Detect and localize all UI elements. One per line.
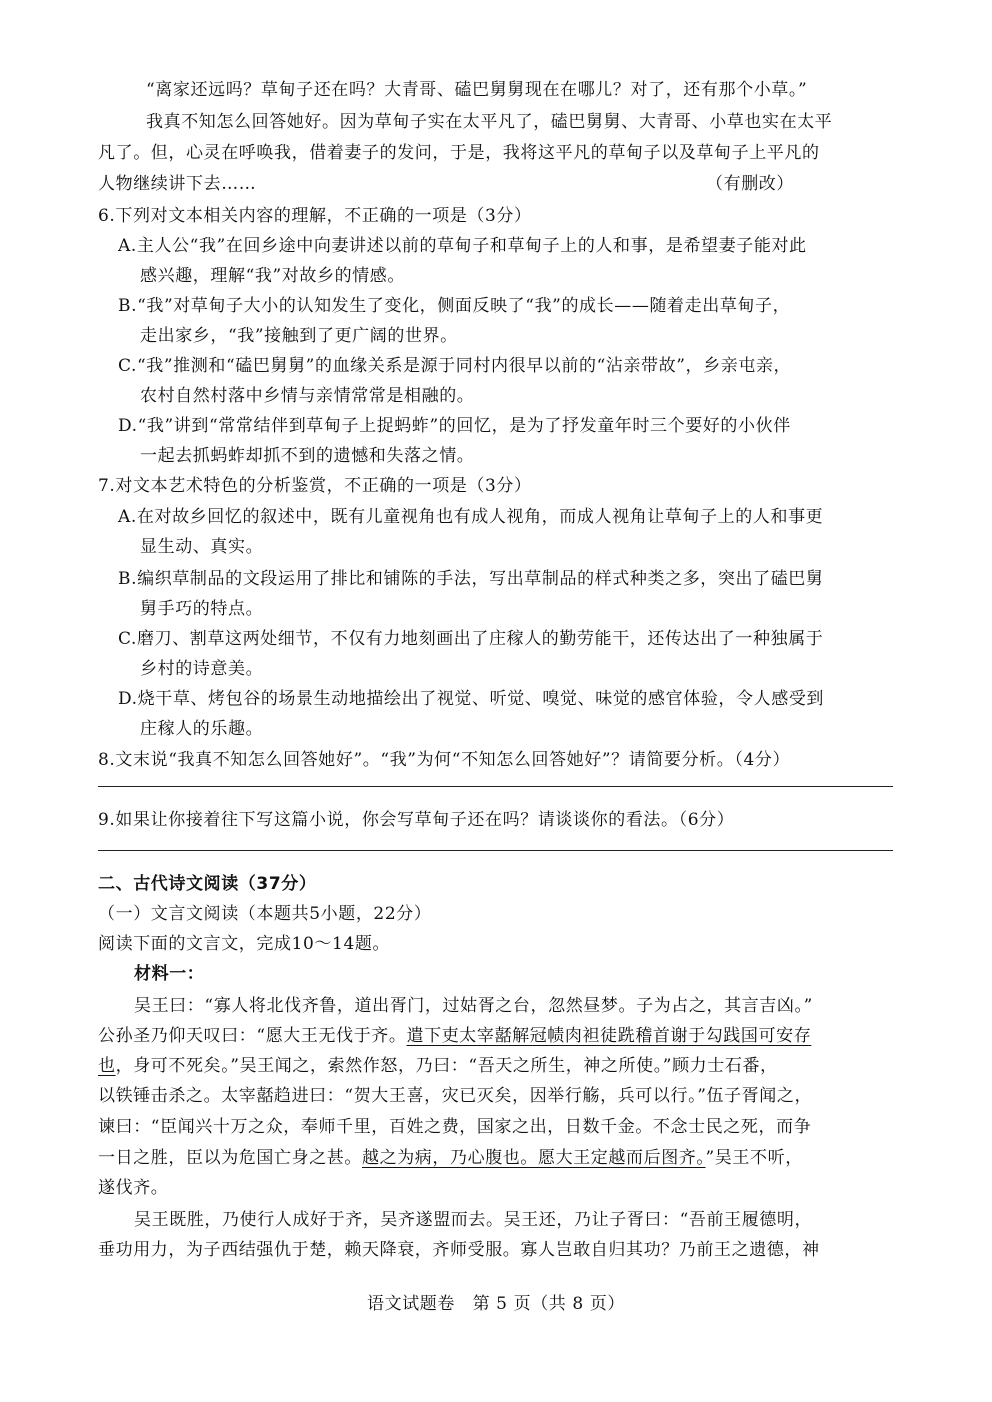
q6-option-b: B.“我”对草甸子大小的认知发生了变化，侧面反映了“我”的成长——随着走出草甸子，: [118, 296, 791, 316]
question-9: 9.如果让你接着往下写这篇小说，你会写草甸子还在吗？请谈谈你的看法。（6分）: [98, 810, 735, 830]
subsection-title: （一）文言文阅读（本题共5小题，22分）: [98, 904, 432, 924]
passage-line: 凡了。但，心灵在呼唤我，借着妻子的发问，于是，我将这平凡的草甸子以及草甸子上平凡的: [98, 143, 820, 163]
q7-option-a: A.在对故乡回忆的叙述中，既有儿童视角也有成人视角，而成人视角让草甸子上的人和事更: [118, 507, 824, 527]
passage-line: 人物继续讲下去……: [98, 174, 257, 194]
q7-option-b: B.编织草制品的文段运用了排比和铺陈的手法，写出草制品的样式种类之多，突出了磕巴舅: [118, 569, 824, 589]
classical-text: ，身可不死矣。”吴王闻之，索然作怒，乃曰：“吾天之所生，神之所使。”顾力士石番，: [115, 1056, 778, 1076]
underlined-sentence-end: 也: [98, 1056, 116, 1076]
q6-option-a-cont: 感兴趣，理解“我”对故乡的情感。: [140, 266, 405, 286]
underlined-sentence-2: 越之为病，乃心腹也。愿大王定越而后图齐。: [362, 1148, 706, 1168]
q7-option-d-cont: 庄稼人的乐趣。: [140, 719, 264, 739]
question-7-stem: 7.对文本艺术特色的分析鉴赏，不正确的一项是（3分）: [98, 476, 532, 496]
question-6-stem: 6.下列对文本相关内容的理解，不正确的一项是（3分）: [98, 206, 532, 226]
underlined-sentence: 遣下吏太宰嚭解冠帻肉袒徒跣稽首谢于勾践国可安存: [406, 1026, 812, 1046]
classical-line: 遂伐齐。: [98, 1178, 169, 1198]
edit-note: （有删改）: [706, 174, 794, 194]
q7-option-c-cont: 乡村的诗意美。: [140, 659, 264, 679]
classical-text: 公孙圣乃仰天叹曰：“愿大王无伐于齐。: [98, 1026, 407, 1046]
section-2-title: 二、古代诗文阅读（37分）: [98, 874, 317, 894]
classical-line: [98, 1146, 803, 1170]
answer-line-q8: [98, 786, 893, 787]
q6-option-c-cont: 农村自然村落中乡情与亲情常常是相融的。: [140, 386, 475, 406]
material-one-label: 材料一：: [134, 964, 205, 984]
q7-option-d: D.烧干草、烤包谷的场景生动地描绘出了视觉、听觉、嗅觉、味觉的感官体验，令人感受到: [118, 689, 825, 709]
classical-line: 以铁锤击杀之。太宰嚭趋进曰：“贺大王喜，灾已灭矣，因举行觞，兵可以行。”伍子胥闻之，: [98, 1086, 813, 1106]
classical-line: [98, 1024, 811, 1048]
classical-text: 一日之胜，臣以为危国亡身之甚。: [98, 1148, 362, 1168]
classical-line: 吴王曰：“寡人将北伐齐鲁，道出胥门，过姑胥之台，忽然昼梦。子为占之，其言吉凶。”: [134, 996, 813, 1016]
passage-line: 我真不知怎么回答她好。因为草甸子实在太平凡了，磕巴舅舅、大青哥、小草也实在太平: [146, 112, 833, 132]
passage-dialogue: “离家还远吗？草甸子还在吗？大青哥、磕巴舅舅现在在哪儿？对了，还有那个小草。”: [146, 80, 808, 100]
q7-option-c: C.磨刀、割草这两处细节，不仅有力地刻画出了庄稼人的勤劳能干，还传达出了一种独属于: [118, 629, 824, 649]
classical-line: [98, 1054, 778, 1078]
question-8: 8.文末说“我真不知怎么回答她好”。“我”为何“不知怎么回答她好”？请简要分析。（4分）: [98, 750, 791, 770]
answer-line-q9: [98, 850, 893, 851]
page-footer: 语文试题卷 第 5 页（共 8 页）: [366, 1294, 626, 1314]
q6-option-a: A.主人公“我”在回乡途中向妻讲述以前的草甸子和草甸子上的人和事，是希望妻子能对此: [118, 236, 807, 256]
classical-line: 吴王既胜，乃使行人成好于齐，吴齐遂盟而去。吴王还，乃让子胥曰：“吾前王履德明，: [134, 1210, 813, 1230]
q6-option-c: C.“我”推测和“磕巴舅舅”的血缘关系是源于同村内很早以前的“沾亲带故”，乡亲屯亲，: [118, 356, 792, 376]
q6-option-b-cont: 走出家乡，“我”接触到了更广阔的世界。: [140, 326, 458, 346]
q7-option-b-cont: 舅手巧的特点。: [140, 599, 264, 619]
q7-option-a-cont: 显生动、真实。: [140, 537, 264, 557]
classical-text: ”吴王不听，: [705, 1148, 803, 1168]
classical-line: 垂功用力，为子西结强仇于楚，赖天降衰，齐师受服。寡人岂敢自归其功？乃前王之遗德，神: [98, 1240, 820, 1260]
q6-option-d: D.“我”讲到“常常结伴到草甸子上捉蚂蚱”的回忆，是为了抒发童年时三个要好的小伙伴: [118, 416, 791, 436]
reading-instruction: 阅读下面的文言文，完成10～14题。: [98, 934, 391, 954]
q6-option-d-cont: 一起去抓蚂蚱却抓不到的遗憾和失落之情。: [140, 446, 475, 466]
classical-line: 谏曰：“臣闻兴十万之众，奉师千里，百姓之费，国家之出，日数千金。不念士民之死，而争: [98, 1117, 812, 1137]
